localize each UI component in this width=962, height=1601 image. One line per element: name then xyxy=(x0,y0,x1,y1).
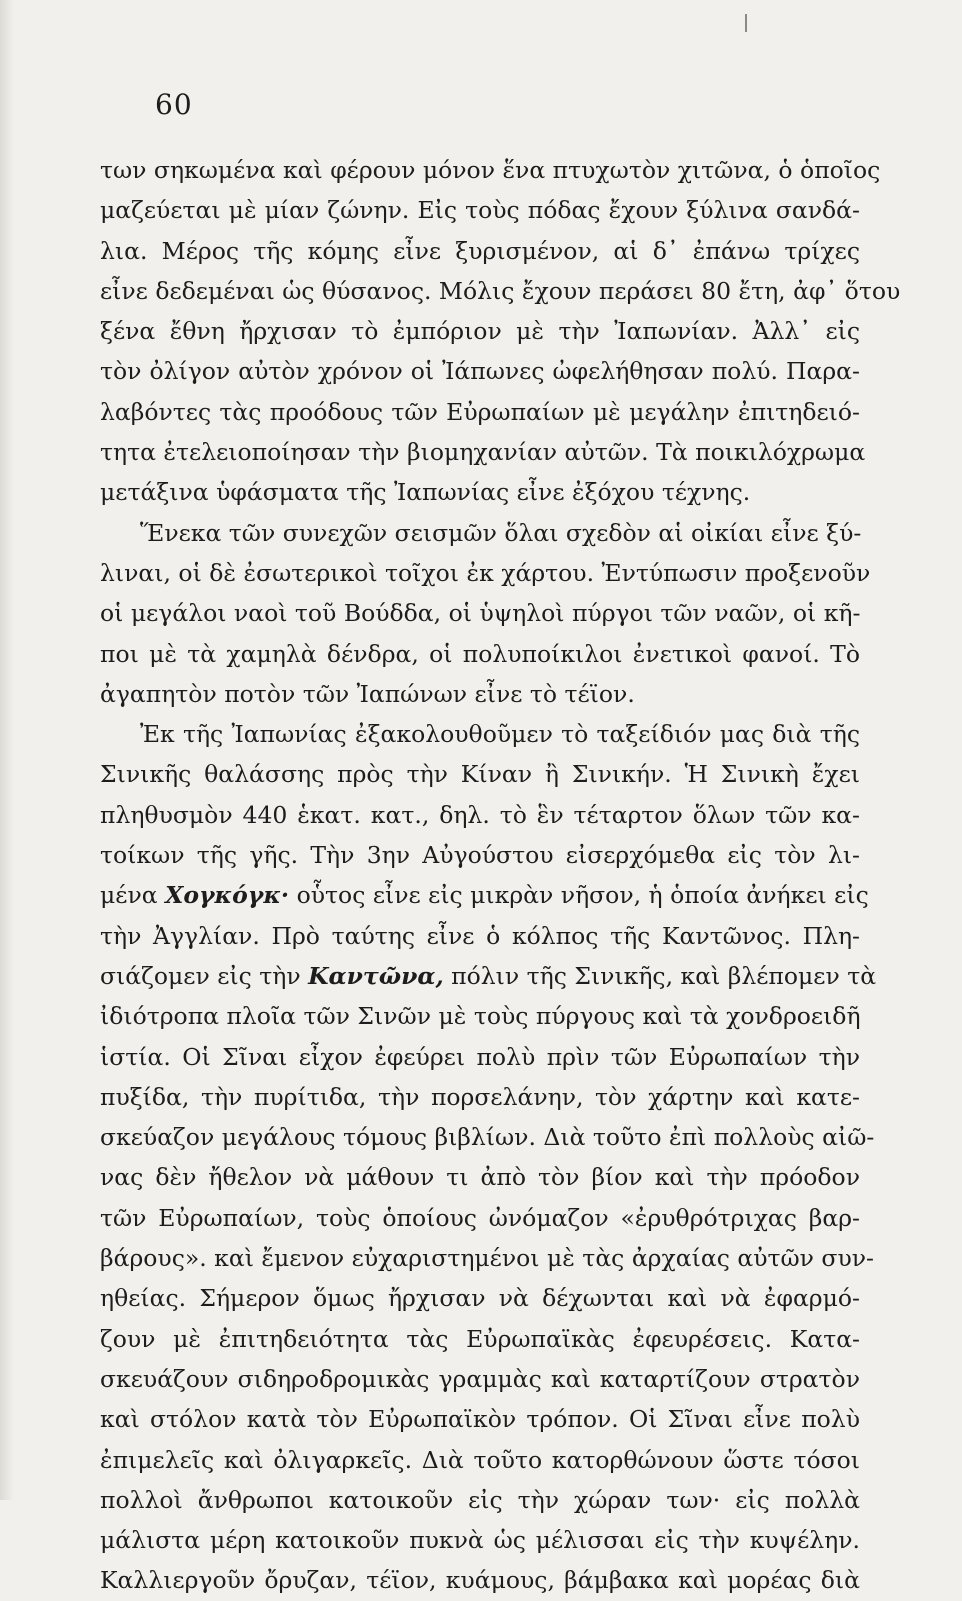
text-line: τοίκων τῆς γῆς. Τὴν 3ην Αὐγούστου εἰσερχόμεθα εἰς τὸν λι- xyxy=(100,841,860,870)
place-name: Καντῶνα, xyxy=(308,961,444,990)
page-number: 60 xyxy=(155,88,193,121)
text-line: των σηκωμένα καὶ φέρουν μόνον ἕνα πτυχωτὸν χιτῶνα, ὁ ὁποῖος xyxy=(100,156,881,184)
text-line: Ἕνεκα τῶν συνεχῶν σεισμῶν ὅλαι σχεδὸν αἱ οἰκίαι εἶνε ξύ- xyxy=(140,518,862,547)
text-line: τὴν Ἀγγλίαν. Πρὸ ταύτης εἶνε ὁ κόλπος τῆς Καντῶνος. Πλη- xyxy=(100,921,860,950)
text-line: σκευάζουν σιδηροδρομικὰς γραμμὰς καὶ καταρτίζουν στρατὸν xyxy=(100,1364,860,1393)
text-line: σκεύαζον μεγάλους τόμους βιβλίων. Διὰ τοῦτο ἐπὶ πολλοὺς αἰῶ- xyxy=(100,1123,875,1152)
body-text xyxy=(100,150,901,1601)
text-line: Ἐκ τῆς Ἰαπωνίας ἐξακολουθοῦμεν τὸ ταξείδιόν μας διὰ τῆς xyxy=(140,720,860,749)
text-line: Σινικῆς θαλάσσης πρὸς τὴν Κίναν ἢ Σινικήν. Ἡ Σινικὴ ἔχει xyxy=(100,760,860,789)
text-line: πυξίδα, τὴν πυρίτιδα, τὴν πορσελάνην, τὸν χάρτην καὶ κατε- xyxy=(100,1082,860,1111)
text-line: εἶνε δεδεμέναι ὡς θύσανος. Μόλις ἔχουν περάσει 80 ἔτη, ἀφ᾿ ὅτου xyxy=(100,276,901,305)
line-text: οὗτος εἶνε εἰς μικρὰν νῆσον, ἡ ὁποία ἀνήκει εἰς xyxy=(296,881,869,910)
text-line: βάρους». καὶ ἔμενον εὐχαριστημένοι μὲ τὰς ἀρχαίας αὐτῶν συν- xyxy=(100,1244,874,1273)
text-line: τῶν Εὐρωπαίων, τοὺς ὁποίους ὠνόμαζον «ἐρυθρότριχας βαρ- xyxy=(100,1203,860,1232)
text-line: ξένα ἔθνη ἤρχισαν τὸ ἐμπόριον μὲ τὴν Ἰαπωνίαν. Ἀλλ᾿ εἰς xyxy=(100,317,860,346)
text-line: λια. Μέρος τῆς κόμης εἶνε ξυρισμένον, αἱ δ᾿ ἐπάνω τρίχες xyxy=(100,236,860,265)
text-line: τὸν ὀλίγον αὐτὸν χρόνον οἱ Ἰάπωνες ὠφελήθησαν πολύ. Παρα- xyxy=(100,357,860,386)
text-line: ἐπιμελεῖς καὶ ὀλιγαρκεῖς. Διὰ τοῦτο κατορθώνουν ὥστε τόσοι xyxy=(100,1445,860,1474)
text-line xyxy=(100,875,869,915)
line-text: μένα xyxy=(100,881,158,910)
text-line: νας δὲν ἤθελον νὰ μάθουν τι ἀπὸ τὸν βίον καὶ τὴν πρόοδον xyxy=(100,1163,860,1192)
text-line: τητα ἐτελειοποίησαν τὴν βιομηχανίαν αὐτῶν. Τὰ ποικιλόχρωμα xyxy=(100,438,866,467)
text-line: μάλιστα μέρη κατοικοῦν πυκνὰ ὡς μέλισσαι εἰς τὴν κυψέλην. xyxy=(100,1526,860,1555)
text-line: ζουν μὲ ἐπιτηδειότητα τὰς Εὐρωπαϊκὰς ἐφευρέσεις. Κατα- xyxy=(100,1324,860,1353)
text-line: λιναι, οἱ δὲ ἐσωτερικοὶ τοῖχοι ἐκ χάρτου. Ἐντύπωσιν προξενοῦν xyxy=(100,558,871,587)
text-line: Καλλιεργοῦν ὄρυζαν, τέϊον, κυάμους, βάμβακα καὶ μορέας διὰ xyxy=(100,1566,860,1595)
text-line: ἰδιότροπα πλοῖα τῶν Σινῶν μὲ τοὺς πύργους καὶ τὰ χονδροειδῆ xyxy=(100,1002,861,1031)
text-line: οἱ μεγάλοι ναοὶ τοῦ Βούδδα, οἱ ὑψηλοὶ πύργοι τῶν ναῶν, οἱ κῆ- xyxy=(100,599,861,628)
page-fold-shadow xyxy=(0,0,14,1500)
line-text: σιάζομεν εἰς τὴν xyxy=(100,961,301,990)
text-line: πολλοὶ ἄνθρωποι κατοικοῦν εἰς τὴν χώραν των· εἰς πολλὰ xyxy=(100,1485,860,1514)
paper-mark xyxy=(745,14,747,32)
text-line: ἀγαπητὸν ποτὸν τῶν Ἰαπώνων εἶνε τὸ τέϊον. xyxy=(100,679,635,708)
text-line: ποι μὲ τὰ χαμηλὰ δένδρα, οἱ πολυποίκιλοι ἐνετικοὶ φανοί. Τὸ xyxy=(100,639,860,668)
text-line: ἱστία. Οἱ Σῖναι εἶχον ἐφεύρει πολὺ πρὶν τῶν Εὐρωπαίων τὴν xyxy=(100,1042,860,1071)
text-line: καὶ στόλον κατὰ τὸν Εὐρωπαϊκὸν τρόπον. Οἱ Σῖναι εἶνε πολὺ xyxy=(100,1405,860,1434)
line-text: πόλιν τῆς Σινικῆς, καὶ βλέπομεν τὰ xyxy=(451,961,877,990)
place-name: Χογκόγκ· xyxy=(165,881,290,910)
text-line: μετάξινα ὑφάσματα τῆς Ἰαπωνίας εἶνε ἐξόχου τέχνης. xyxy=(100,478,751,507)
text-line: λαβόντες τὰς προόδους τῶν Εὐρωπαίων μὲ μεγάλην ἐπιτηδειό- xyxy=(100,397,860,426)
text-line: ηθείας. Σήμερον ὅμως ἤρχισαν νὰ δέχωνται καὶ νὰ ἐφαρμό- xyxy=(100,1284,860,1313)
text-line xyxy=(100,956,877,996)
text-line: πληθυσμὸν 440 ἑκατ. κατ., δηλ. τὸ ἓν τέταρτον ὅλων τῶν κα- xyxy=(100,800,860,829)
text-line: μαζεύεται μὲ μίαν ζώνην. Εἰς τοὺς πόδας ἔχουν ξύλινα σανδά- xyxy=(100,196,860,225)
